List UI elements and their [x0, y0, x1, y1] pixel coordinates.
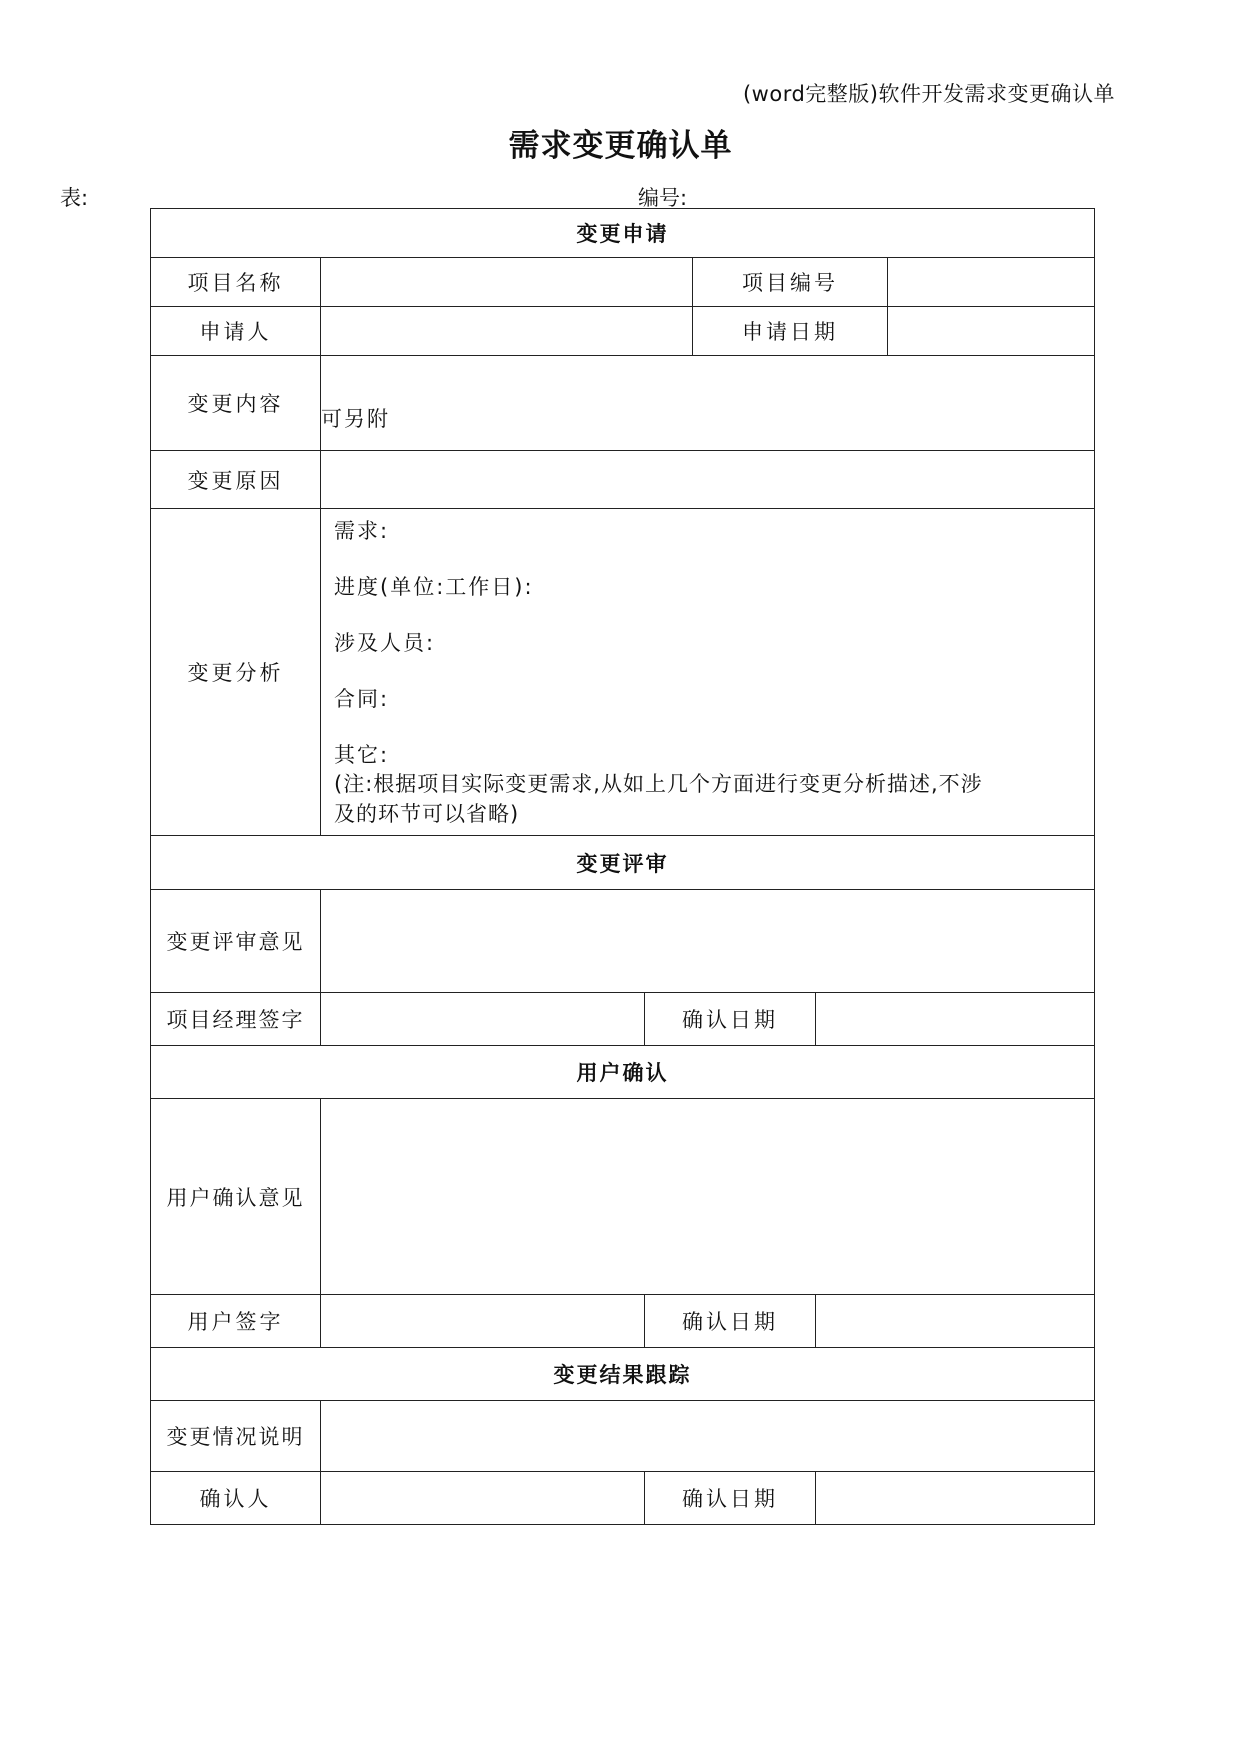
change-content-field[interactable] [321, 356, 1095, 451]
analysis-note-line-1: (注:根据项目实际变更需求,从如上几个方面进行变更分析描述,不涉 [334, 772, 983, 796]
section-tracking-header: 变更结果跟踪 [151, 1348, 1095, 1401]
applicant-label: 申请人 [151, 307, 321, 356]
user-sign-field[interactable] [321, 1295, 645, 1348]
user-opinion-field[interactable] [321, 1099, 1095, 1295]
change-analysis-label: 变更分析 [151, 509, 321, 836]
user-confirm-date-label: 确认日期 [645, 1295, 816, 1348]
analysis-item-schedule: 进度(单位:工作日): [334, 575, 534, 599]
review-confirm-date-label: 确认日期 [645, 993, 816, 1046]
analysis-item-other: 其它: [334, 743, 390, 767]
number-label: 编号: [638, 186, 688, 210]
change-reason-field[interactable] [321, 451, 1095, 509]
analysis-item-personnel: 涉及人员: [334, 631, 436, 655]
apply-date-field[interactable] [888, 307, 1095, 356]
change-content-hint: 可另附 [321, 407, 390, 431]
header-note: (word完整版)软件开发需求变更确认单 [742, 82, 1115, 106]
section-apply-header: 变更申请 [151, 209, 1095, 258]
review-opinion-field[interactable] [321, 890, 1095, 993]
analysis-note-line-2: 及的环节可以省略) [334, 802, 520, 826]
change-status-field[interactable] [321, 1401, 1095, 1472]
change-content-label: 变更内容 [151, 356, 321, 451]
user-opinion-label: 用户确认意见 [151, 1099, 321, 1295]
pm-sign-field[interactable] [321, 993, 645, 1046]
confirmer-label: 确认人 [151, 1472, 321, 1525]
review-confirm-date-field[interactable] [816, 993, 1095, 1046]
table-label: 表: [60, 186, 89, 210]
document-title: 需求变更确认单 [508, 128, 733, 164]
tracking-confirm-date-label: 确认日期 [645, 1472, 816, 1525]
apply-date-label: 申请日期 [693, 307, 888, 356]
section-user-confirm-header: 用户确认 [151, 1046, 1095, 1099]
analysis-item-contract: 合同: [334, 687, 390, 711]
user-sign-label: 用户签字 [151, 1295, 321, 1348]
project-no-label: 项目编号 [693, 258, 888, 307]
section-review-header: 变更评审 [151, 836, 1095, 890]
applicant-field[interactable] [321, 307, 693, 356]
analysis-note [334, 769, 1080, 829]
analysis-item-requirement: 需求: [334, 519, 390, 543]
project-name-label: 项目名称 [151, 258, 321, 307]
pm-sign-label: 项目经理签字 [151, 993, 321, 1046]
change-status-label: 变更情况说明 [151, 1401, 321, 1472]
confirmer-field[interactable] [321, 1472, 645, 1525]
change-reason-label: 变更原因 [151, 451, 321, 509]
review-opinion-label: 变更评审意见 [151, 890, 321, 993]
change-confirmation-form [150, 208, 1095, 1525]
change-analysis-field[interactable] [321, 509, 1095, 836]
user-confirm-date-field[interactable] [816, 1295, 1095, 1348]
tracking-confirm-date-field[interactable] [816, 1472, 1095, 1525]
project-name-field[interactable] [321, 258, 693, 307]
project-no-field[interactable] [888, 258, 1095, 307]
